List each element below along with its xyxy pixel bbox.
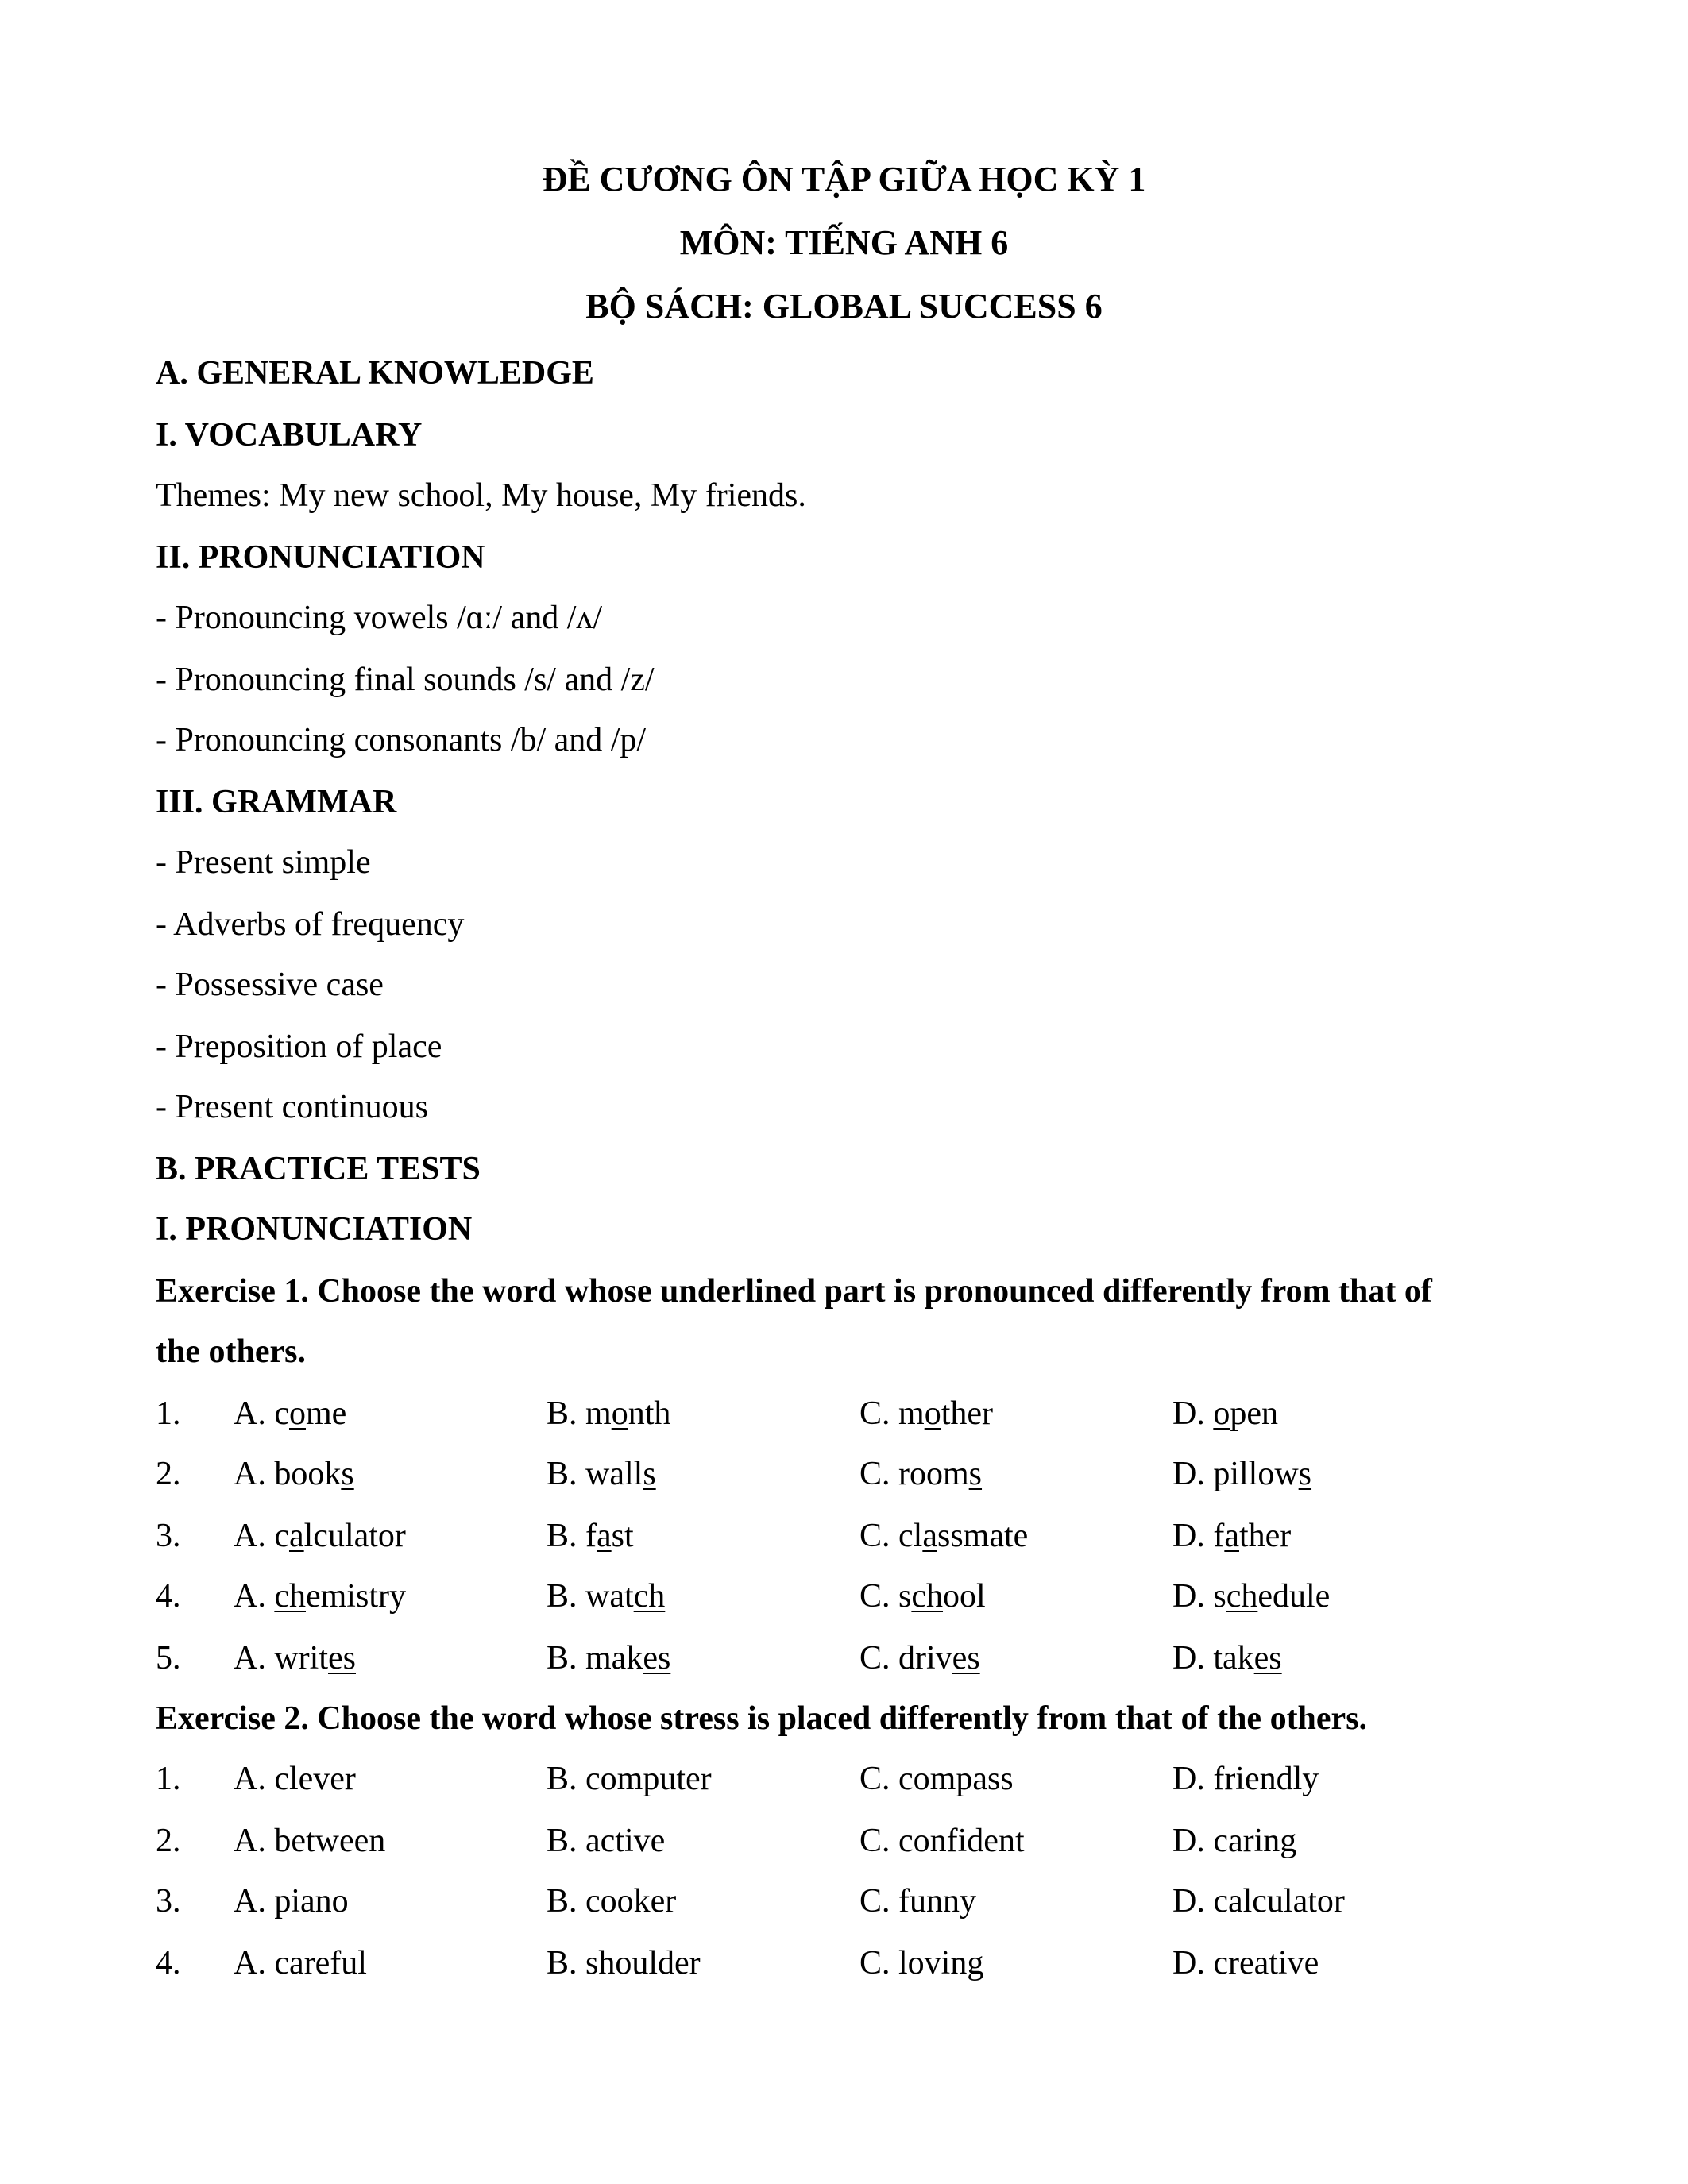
underlined-part: a xyxy=(922,1518,937,1554)
answer-option: C. compass xyxy=(859,1761,1014,1797)
answer-option xyxy=(547,1391,670,1436)
answer-option xyxy=(547,1452,656,1496)
underlined-part: s xyxy=(968,1456,983,1492)
answer-option xyxy=(859,1391,993,1436)
option-text: A. book xyxy=(234,1456,342,1492)
answer-option xyxy=(234,1391,346,1436)
question-row xyxy=(156,1574,1586,1619)
answer-option: D. calculator xyxy=(1172,1883,1345,1920)
answer-option: B. shoulder xyxy=(547,1945,701,1981)
doc-title-line-3: BỘ SÁCH: GLOBAL SUCCESS 6 xyxy=(585,287,1103,326)
option-text: me xyxy=(305,1395,347,1432)
question-row xyxy=(156,1757,1586,1801)
answer-option: D. friendly xyxy=(1172,1761,1319,1797)
underlined-part: s xyxy=(643,1456,656,1492)
answer-option xyxy=(1172,1391,1278,1436)
option-text: edule xyxy=(1257,1578,1331,1615)
answer-option: A. piano xyxy=(234,1883,349,1920)
option-text: B. wall xyxy=(547,1456,643,1492)
answer-option: A. clever xyxy=(234,1761,356,1797)
question-number: 1. xyxy=(156,1761,181,1797)
option-text: A. xyxy=(234,1578,275,1615)
answer-option xyxy=(234,1452,354,1496)
underlined-part: o xyxy=(611,1395,628,1432)
grammar-item: - Present continuous xyxy=(156,1089,428,1125)
exercise-1-title: Exercise 1. Choose the word whose underlined part is pronounced differently from that of xyxy=(156,1273,1432,1310)
answer-option: C. funny xyxy=(859,1883,976,1920)
option-text: D. pillow xyxy=(1172,1456,1299,1492)
option-text: D. xyxy=(1172,1395,1214,1432)
answer-option: C. loving xyxy=(859,1945,984,1981)
section-a-heading: A. GENERAL KNOWLEDGE xyxy=(156,355,594,392)
exercise-2-title: Exercise 2. Choose the word whose stress is placed differently from that of the others. xyxy=(156,1700,1368,1737)
option-text: C. s xyxy=(859,1578,912,1615)
option-text: lculator xyxy=(303,1518,406,1554)
answer-option xyxy=(234,1636,356,1680)
pronunciation-item: - Pronouncing vowels /ɑː/ and /ʌ/ xyxy=(156,600,603,636)
grammar-heading: III. GRAMMAR xyxy=(156,784,397,820)
question-row xyxy=(156,1819,1586,1863)
underlined-part: es xyxy=(1253,1640,1282,1677)
answer-option xyxy=(859,1636,980,1680)
question-number: 3. xyxy=(156,1883,181,1920)
question-row xyxy=(156,1636,1586,1680)
pronunciation-item: - Pronouncing consonants /b/ and /p/ xyxy=(156,722,647,758)
option-text: emistry xyxy=(306,1578,406,1615)
question-number: 4. xyxy=(156,1945,181,1981)
grammar-item: - Present simple xyxy=(156,844,371,881)
answer-option xyxy=(547,1514,634,1558)
question-number: 2. xyxy=(156,1456,181,1492)
doc-title-line-2: MÔN: TIẾNG ANH 6 xyxy=(679,223,1009,262)
underlined-part: a xyxy=(288,1518,304,1554)
answer-option: B. computer xyxy=(547,1761,712,1797)
option-text: D. tak xyxy=(1172,1640,1254,1677)
vocabulary-heading: I. VOCABULARY xyxy=(156,417,423,453)
question-number: 3. xyxy=(156,1518,181,1554)
answer-option xyxy=(1172,1574,1330,1619)
grammar-item: - Preposition of place xyxy=(156,1028,442,1065)
option-text: ther xyxy=(1238,1518,1292,1554)
option-text: B. mak xyxy=(547,1640,643,1677)
answer-option xyxy=(1172,1636,1282,1680)
question-row xyxy=(156,1514,1586,1558)
question-row xyxy=(156,1879,1586,1924)
question-row xyxy=(156,1391,1586,1436)
option-text: C. cl xyxy=(859,1518,923,1554)
answer-option: B. cooker xyxy=(547,1883,677,1920)
underlined-part: es xyxy=(643,1640,671,1677)
answer-option xyxy=(859,1574,986,1619)
underlined-part: ch xyxy=(911,1578,944,1615)
pronunciation-heading: II. PRONUNCIATION xyxy=(156,539,485,576)
pronunciation-item: - Pronouncing final sounds /s/ and /z/ xyxy=(156,662,655,698)
option-text: B. wat xyxy=(547,1578,634,1615)
underlined-part: ch xyxy=(1226,1578,1258,1615)
question-number: 4. xyxy=(156,1578,181,1615)
option-text: D. f xyxy=(1172,1518,1225,1554)
answer-option xyxy=(234,1574,406,1619)
underlined-part: o xyxy=(288,1395,306,1432)
answer-option xyxy=(547,1574,665,1619)
section-b-heading: B. PRACTICE TESTS xyxy=(156,1151,481,1187)
option-text: C. driv xyxy=(859,1640,952,1677)
underlined-part: s xyxy=(1298,1456,1312,1492)
option-text: C. m xyxy=(859,1395,925,1432)
option-text: pen xyxy=(1230,1395,1278,1432)
answer-option xyxy=(859,1452,982,1496)
option-text: nth xyxy=(628,1395,671,1432)
question-row xyxy=(156,1941,1586,1985)
option-text: D. s xyxy=(1172,1578,1226,1615)
answer-option: A. careful xyxy=(234,1945,367,1981)
underlined-part: es xyxy=(952,1640,980,1677)
option-text: A. c xyxy=(234,1395,289,1432)
question-number: 1. xyxy=(156,1395,181,1432)
practice-pronunciation-heading: I. PRONUNCIATION xyxy=(156,1211,473,1248)
question-row xyxy=(156,1452,1586,1496)
option-text: ool xyxy=(943,1578,986,1615)
answer-option: B. active xyxy=(547,1823,666,1859)
underlined-part: o xyxy=(1213,1395,1230,1432)
underlined-part: s xyxy=(341,1456,354,1492)
underlined-part: a xyxy=(597,1518,612,1554)
grammar-item: - Adverbs of frequency xyxy=(156,906,465,943)
answer-option: A. between xyxy=(234,1823,386,1859)
underlined-part: ch xyxy=(633,1578,666,1615)
answer-option xyxy=(1172,1452,1311,1496)
answer-option: D. creative xyxy=(1172,1945,1319,1981)
underlined-part: es xyxy=(328,1640,356,1677)
option-text: C. room xyxy=(859,1456,969,1492)
option-text: st xyxy=(611,1518,634,1554)
answer-option xyxy=(234,1514,406,1558)
question-number: 2. xyxy=(156,1823,181,1859)
option-text: A. writ xyxy=(234,1640,328,1677)
doc-title-line-1: ĐỀ CƯƠNG ÔN TẬP GIỮA HỌC KỲ 1 xyxy=(542,160,1146,199)
option-text: A. c xyxy=(234,1518,289,1554)
answer-option xyxy=(859,1514,1028,1558)
option-text: ther xyxy=(941,1395,993,1432)
grammar-item: - Possessive case xyxy=(156,967,384,1003)
answer-option xyxy=(547,1636,670,1680)
underlined-part: o xyxy=(924,1395,941,1432)
underlined-part: a xyxy=(1224,1518,1239,1554)
answer-option: D. caring xyxy=(1172,1823,1297,1859)
option-text: B. m xyxy=(547,1395,612,1432)
question-number: 5. xyxy=(156,1640,181,1677)
answer-option: C. confident xyxy=(859,1823,1025,1859)
vocabulary-themes: Themes: My new school, My house, My friends. xyxy=(156,477,806,514)
option-text: ssmate xyxy=(937,1518,1029,1554)
answer-option xyxy=(1172,1514,1291,1558)
underlined-part: ch xyxy=(274,1578,306,1615)
option-text: B. f xyxy=(547,1518,597,1554)
exercise-1-title-cont: the others. xyxy=(156,1333,306,1370)
